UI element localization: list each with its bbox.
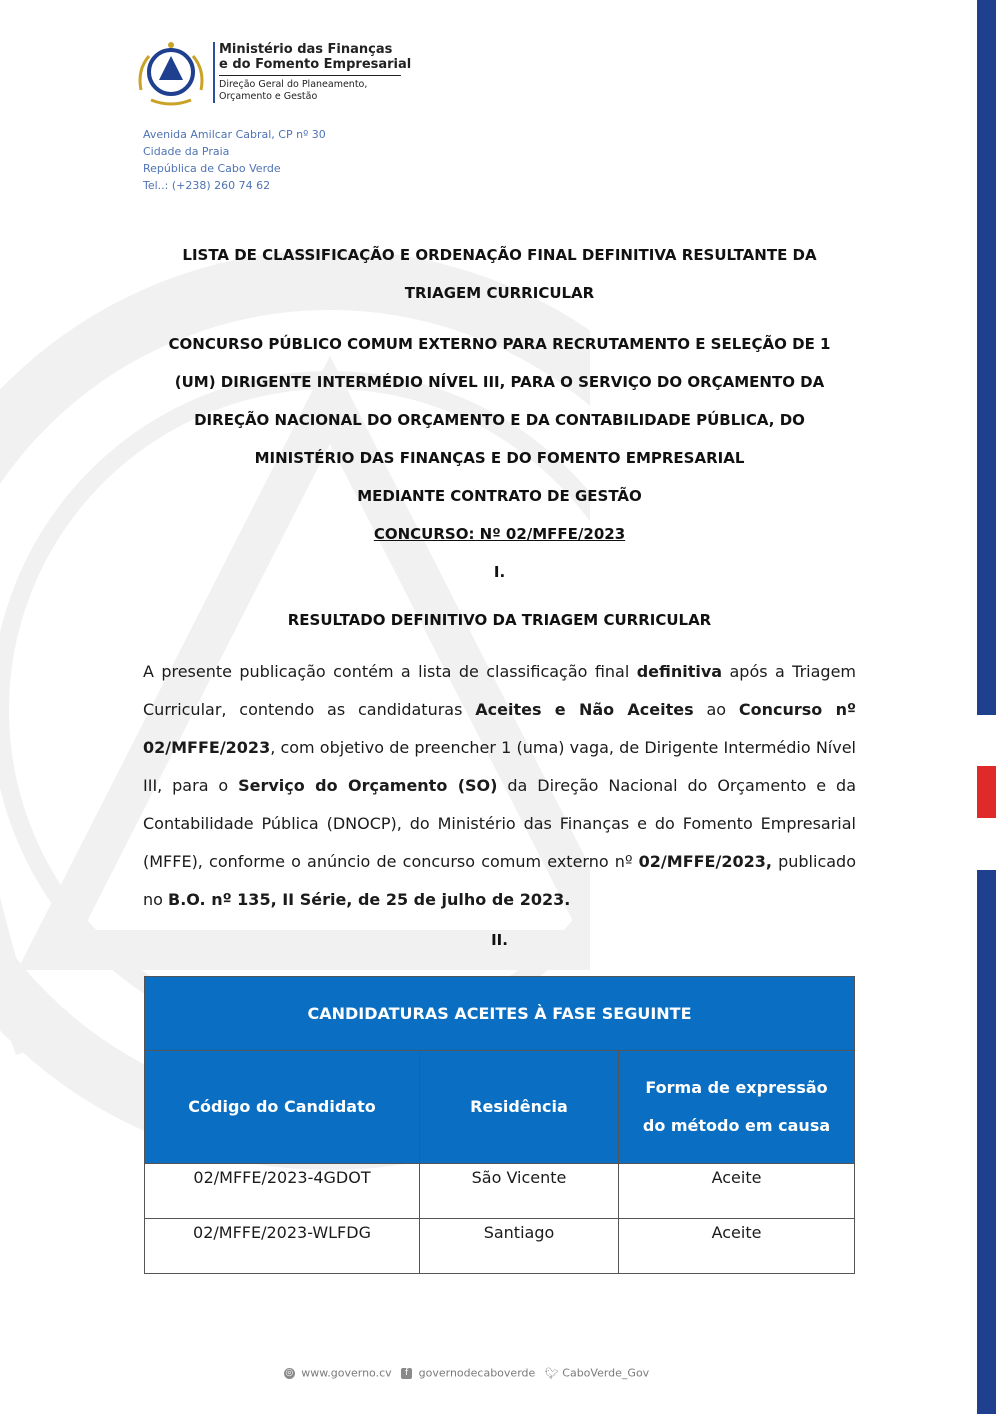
sidebar-blue-bar-bottom xyxy=(977,870,996,1414)
address-line: República de Cabo Verde xyxy=(143,162,281,175)
table-title: CANDIDATURAS ACEITES À FASE SEGUINTE xyxy=(145,977,855,1051)
contest-title-line: MINISTÉRIO DAS FINANÇAS E DO FOMENTO EMPRESARIAL xyxy=(254,449,745,467)
address-line: Cidade da Praia xyxy=(143,145,230,158)
candidate-status: Aceite xyxy=(619,1164,855,1219)
candidate-status: Aceite xyxy=(619,1219,855,1274)
globe-icon: ◎ xyxy=(285,1367,294,1378)
ministry-name-line2: e do Fomento Empresarial xyxy=(219,57,412,72)
ministry-logo xyxy=(133,40,413,115)
candidates-table xyxy=(144,976,855,1274)
direction-name-line1: Direção Geral do Planeamento, xyxy=(219,79,368,90)
table-row xyxy=(145,1164,855,1219)
section-heading-1: RESULTADO DEFINITIVO DA TRIAGEM CURRICULAR xyxy=(287,611,712,629)
footer xyxy=(0,1366,927,1380)
sidebar-red-bar xyxy=(977,766,996,818)
address-block xyxy=(143,126,326,194)
address-line: Avenida Amilcar Cabral, CP nº 30 xyxy=(143,128,326,141)
document-title-block xyxy=(143,236,856,591)
candidate-residence: São Vicente xyxy=(420,1164,619,1219)
section-number-1: I. xyxy=(493,563,506,581)
address-line: Tel..: (+238) 260 74 62 xyxy=(143,179,271,192)
column-header-residence: Residência xyxy=(420,1051,619,1164)
ministry-text-block xyxy=(213,42,411,103)
sidebar-blue-bar-top xyxy=(977,0,996,715)
twitter-icon: 🐦︎ xyxy=(544,1366,559,1380)
intro-paragraph: A presente publicação contém a lista de classificação final definitiva após a Triagem Curricular, contendo as candidaturas Aceites e Não Aceites ao Concurso nº 02/MFFE/2023, com objetivo de preencher 1 (uma) vaga, de Dirigente Intermédio Nível III, para o Serviço do Orçamento (SO) da Direção Nacional do Orçamento e da Contabilidade Pública (DNOCP), do Ministério das Finanças e do Fomento Empresarial (MFFE), conforme o anúncio de concurso comum externo nº 02/MFFE/2023, publicado no B.O. nº 135, II Série, de 25 de julho de 2023. xyxy=(143,662,857,909)
coat-of-arms-icon xyxy=(133,40,209,112)
contest-title-line: MEDIANTE CONTRATO DE GESTÃO xyxy=(357,487,642,505)
ministry-name-line1: Ministério das Finanças xyxy=(219,42,393,57)
candidate-residence: Santiago xyxy=(420,1219,619,1274)
table-row xyxy=(145,1219,855,1274)
document-title-line2: TRIAGEM CURRICULAR xyxy=(404,284,595,302)
document-title-line1: LISTA DE CLASSIFICAÇÃO E ORDENAÇÃO FINAL DEFINITIVA RESULTANTE DA xyxy=(182,246,817,264)
contest-number: CONCURSO: Nº 02/MFFE/2023 xyxy=(373,525,626,543)
column-header-method: Forma de expressão do método em causa xyxy=(619,1051,855,1164)
candidate-code: 02/MFFE/2023-4GDOT xyxy=(145,1164,420,1219)
column-header-code: Código do Candidato xyxy=(145,1051,420,1164)
contest-title-line: DIREÇÃO NACIONAL DO ORÇAMENTO E DA CONTABILIDADE PÚBLICA, DO xyxy=(194,411,805,429)
footer-facebook[interactable]: governodecaboverde xyxy=(418,1366,536,1380)
candidate-code: 02/MFFE/2023-WLFDG xyxy=(145,1219,420,1274)
footer-website[interactable]: www.governo.cv xyxy=(301,1366,392,1380)
divider xyxy=(219,75,401,76)
section-number-2: II. xyxy=(491,931,508,949)
contest-title-line: (UM) DIRIGENTE INTERMÉDIO NÍVEL III, PARA O SERVIÇO DO ORÇAMENTO DA xyxy=(174,373,825,391)
footer-twitter[interactable]: CaboVerde_Gov xyxy=(562,1366,650,1380)
direction-name-line2: Orçamento e Gestão xyxy=(219,91,318,102)
facebook-icon: f xyxy=(401,1368,412,1379)
contest-title-line: CONCURSO PÚBLICO COMUM EXTERNO PARA RECRUTAMENTO E SELEÇÃO DE 1 xyxy=(168,335,831,353)
